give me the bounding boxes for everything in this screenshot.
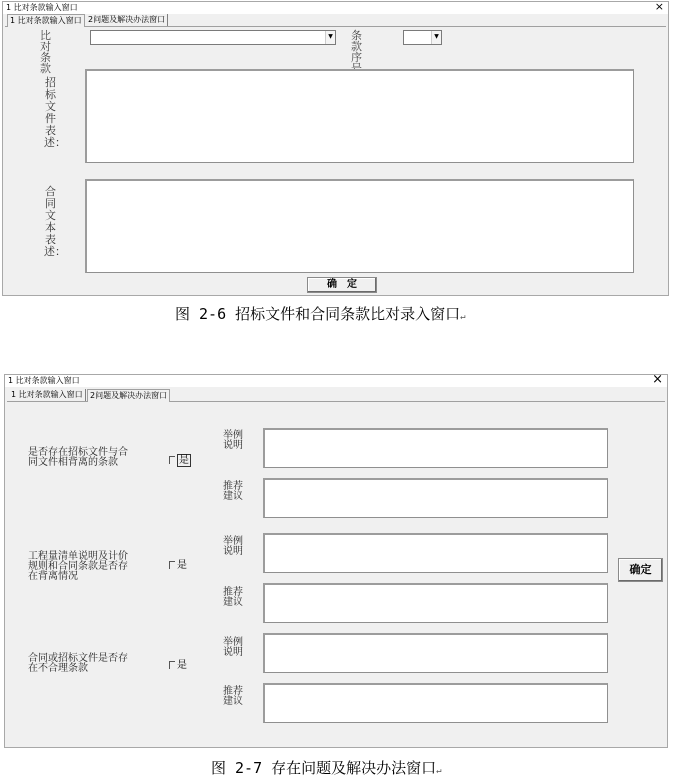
- problems-solutions-window: [4, 374, 668, 748]
- tab-problems-solutions[interactable]: 2问题及解决办法窗口: [87, 389, 170, 402]
- seq-label: 条款序: [351, 29, 364, 64]
- tender-text-label: 招标文件表述：: [44, 76, 66, 149]
- checkbox-icon[interactable]: [169, 661, 175, 669]
- question-2-advice-input[interactable]: [263, 583, 608, 623]
- question-3-checkbox[interactable]: 是: [169, 660, 187, 671]
- tab-clause-input[interactable]: 1 比对条款输入窗口: [9, 389, 86, 401]
- tab-clause-input[interactable]: 1 比对条款输入窗口: [7, 14, 85, 27]
- question-3-text: 合同或招标文件是否存在不合理条款: [28, 653, 128, 674]
- question-1-checkbox[interactable]: 是: [169, 455, 191, 466]
- confirm-button[interactable]: 确 定: [307, 277, 377, 293]
- figure-caption-2-7: 图 2-7 存在问题及解决办法窗口↵: [211, 759, 442, 777]
- question-2-example-label: 举例说明: [223, 536, 243, 557]
- tab-strip: [5, 14, 666, 27]
- tab-strip: [7, 389, 665, 402]
- close-icon[interactable]: ×: [654, 0, 664, 13]
- window-title: 1 比对条款输入窗口: [8, 376, 80, 385]
- comparison-input-window: [2, 1, 669, 296]
- question-2-example-input[interactable]: [263, 533, 608, 573]
- contract-text-label: 合同文本表述：: [44, 185, 66, 258]
- return-mark: ↵: [436, 766, 442, 776]
- question-3-advice-label: 推荐建议: [223, 686, 243, 707]
- question-3-example-label: 举例说明: [223, 637, 243, 658]
- question-1-advice-label: 推荐建议: [223, 481, 243, 502]
- dropdown-arrow-icon[interactable]: ▼: [325, 31, 335, 44]
- title-bar: [3, 2, 668, 14]
- seq-dropdown[interactable]: [403, 30, 442, 45]
- clause-dropdown[interactable]: [90, 30, 336, 45]
- dropdown-arrow-icon[interactable]: ▼: [431, 31, 441, 44]
- checkbox-icon[interactable]: [169, 456, 175, 464]
- question-1-example-label: 举例说明: [223, 430, 243, 451]
- clause-label: 比对条款: [40, 29, 53, 75]
- question-2-advice-label: 推荐建议: [223, 587, 243, 608]
- question-1-text: 是否存在招标文件与合同文件相背离的条款: [28, 447, 128, 468]
- window-title: 1 比对条款输入窗口: [6, 3, 78, 12]
- question-1-example-input[interactable]: [263, 428, 608, 468]
- title-bar: [5, 372, 667, 387]
- question-3-example-input[interactable]: [263, 633, 608, 673]
- tender-text-area[interactable]: [85, 69, 634, 163]
- checkbox-icon[interactable]: [169, 561, 175, 569]
- return-mark: ↵: [460, 312, 466, 322]
- figure-caption-2-6: 图 2-6 招标文件和合同条款比对录入窗口↵: [175, 305, 466, 323]
- question-3-advice-input[interactable]: [263, 683, 608, 723]
- contract-text-area[interactable]: [85, 179, 634, 273]
- close-icon[interactable]: ×: [652, 372, 663, 387]
- question-2-checkbox[interactable]: 是: [169, 560, 187, 571]
- tab-problems-solutions[interactable]: 2问题及解决办法窗口: [86, 14, 168, 26]
- question-1-advice-input[interactable]: [263, 478, 608, 518]
- confirm-button[interactable]: 确定: [618, 558, 663, 582]
- question-2-text: 工程量清单说明及计价规则和合同条款是否存在背离情况: [28, 551, 128, 582]
